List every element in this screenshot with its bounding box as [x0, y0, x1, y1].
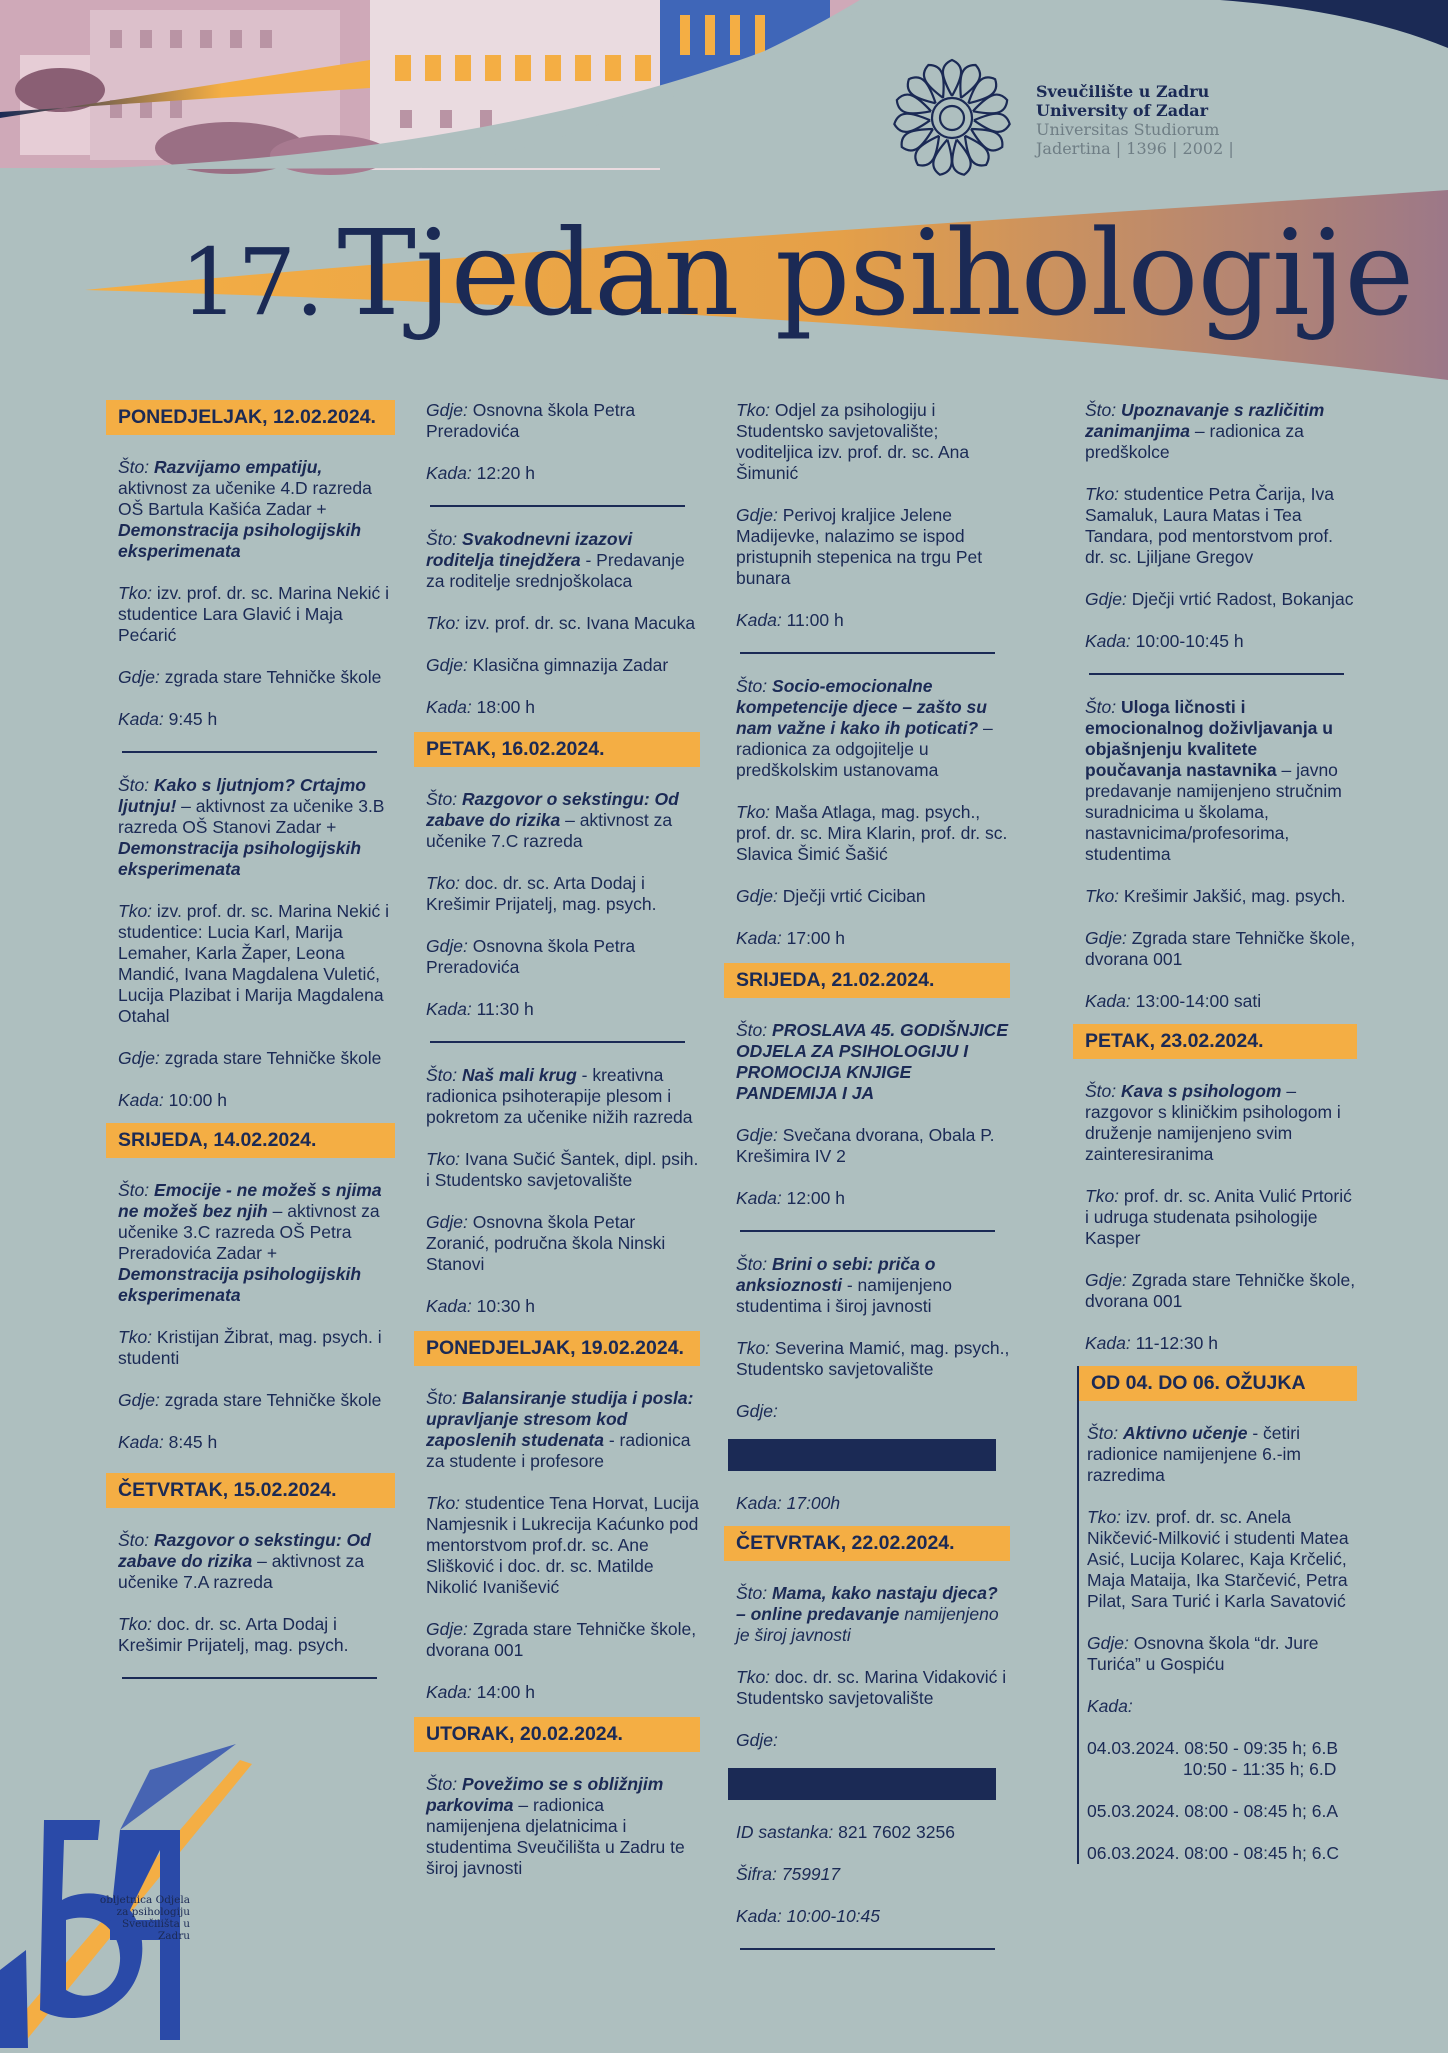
event — [418, 1388, 700, 1703]
event — [728, 400, 1010, 631]
label-sto: Što: — [118, 1530, 150, 1550]
event-when: 17:00 h — [786, 928, 845, 948]
event-when: 13:00-14:00 sati — [1135, 991, 1262, 1011]
event — [418, 400, 700, 484]
divider — [430, 505, 685, 507]
label-kada: Kada: — [118, 1432, 164, 1452]
session-time: 04.03.2024. 08:50 - 09:35 h; 6.B — [1087, 1738, 1339, 1758]
label-gdje: Gdje: — [736, 505, 778, 525]
label-tko: Tko: — [1085, 886, 1120, 906]
label-gdje: Gdje: — [118, 1048, 160, 1068]
label-sto: Što: — [736, 1020, 768, 1040]
label-sto: Što: — [1087, 1423, 1119, 1443]
meeting-id: 821 7602 3256 — [838, 1822, 955, 1842]
event — [418, 1065, 700, 1317]
label-kada: Kada: — [736, 1906, 782, 1926]
label-gdje: Gdje: — [426, 936, 468, 956]
label-sto: Što: — [118, 1180, 150, 1200]
label-sto: Što: — [426, 789, 458, 809]
university-name-la: Universitas Studiorum — [1036, 120, 1220, 139]
event-description: – radionica za predškolce — [1085, 421, 1304, 462]
event-title: Mama, kako nastaju djeca? – online predavanje — [736, 1583, 998, 1624]
label-tko: Tko: — [736, 1667, 771, 1687]
event-who: Maša Atlaga, mag. psych., prof. dr. sc. Mira Klarin, prof. dr. sc. Slavica Šimić Šašić — [736, 802, 1008, 864]
divider — [740, 1948, 995, 1950]
event-where: Osnovna škola Petra Preradovića — [426, 936, 636, 977]
page-title — [180, 204, 1414, 348]
label-tko: Tko: — [426, 1493, 461, 1513]
event-description: – razgovor s kliničkim psihologom i druženje namijenjeno svim zainteresiranima — [1085, 1081, 1341, 1164]
event-description: aktivnost za učenike 4.D razreda OŠ Bartula Kašića Zadar + — [118, 478, 372, 519]
event-title: Aktivno učenje — [1123, 1423, 1248, 1443]
event-where: Dječji vrtić Ciciban — [782, 886, 926, 906]
label-kada: Kada: — [736, 610, 782, 630]
day-header: SRIJEDA, 14.02.2024. — [106, 1123, 395, 1158]
label-sto: Što: — [118, 775, 150, 795]
event-where: Svečana dvorana, Obala P. Krešimira IV 2 — [736, 1125, 995, 1166]
event-description: namijenjeno je široj javnosti — [736, 1604, 999, 1645]
event-when: 10:00 h — [168, 1090, 227, 1110]
schedule-column-3 — [728, 400, 1010, 1972]
day-header: PETAK, 23.02.2024. — [1073, 1024, 1357, 1059]
event-when: 11:00 h — [786, 610, 844, 630]
label-gdje: Gdje: — [426, 400, 468, 420]
label-kada: Kada: — [118, 1090, 164, 1110]
label-tko: Tko: — [118, 583, 153, 603]
label-sto: Što: — [1085, 697, 1117, 717]
day-header: ČETVRTAK, 15.02.2024. — [106, 1473, 395, 1508]
divider — [740, 652, 995, 654]
event — [728, 676, 1010, 949]
label-tko: Tko: — [426, 1149, 461, 1169]
event — [110, 457, 395, 730]
event — [110, 1180, 395, 1453]
event-when: 9:45 h — [168, 709, 218, 729]
label-password: Šifra: — [736, 1864, 777, 1884]
event-who: studentice Petra Čarija, Iva Samaluk, Laura Matas i Tea Tandara, pod mentorstvom prof. dr. sc. Ljiljane Gregov — [1085, 484, 1335, 567]
event-when: 8:45 h — [168, 1432, 218, 1452]
badge-text — [98, 1894, 190, 1942]
label-kada: Kada: — [1085, 631, 1131, 651]
event-when: 10:00-10:45 h — [1135, 631, 1244, 651]
badge-line: za psihologiju — [116, 1906, 190, 1918]
event-description: - Predavanje za roditelje srednjoškolaca — [426, 550, 685, 591]
label-gdje: Gdje: — [426, 1212, 468, 1232]
label-kada: Kada: — [736, 1493, 782, 1513]
label-sto: Što: — [118, 457, 150, 477]
event — [110, 1530, 395, 1656]
event-when: 11-12:30 h — [1135, 1333, 1218, 1353]
day-header: PONEDJELJAK, 19.02.2024. — [414, 1331, 700, 1366]
label-sto: Što: — [426, 1774, 458, 1794]
label-tko: Tko: — [118, 1327, 153, 1347]
event-when: 12:00 h — [786, 1188, 845, 1208]
title-text: Tjedan psihologije — [337, 204, 1414, 342]
event-title: Razvijamo empatiju, — [154, 457, 323, 477]
event-where: zgrada stare Tehničke škole — [164, 1390, 382, 1410]
divider — [122, 1677, 377, 1679]
event — [728, 1583, 1010, 1927]
day-header: OD 04. DO 06. OŽUJKA — [1079, 1366, 1357, 1401]
event — [1077, 400, 1357, 652]
event-description: – radionica namijenjena djelatnicima i studentima Sveučilišta u Zadru te široj javnosti — [426, 1795, 685, 1878]
label-tko: Tko: — [118, 1614, 153, 1634]
label-meeting-id: ID sastanka: — [736, 1822, 834, 1842]
schedule-column-1 — [110, 400, 395, 1701]
event-where: Zgrada stare Tehničke škole, dvorana 001 — [426, 1619, 697, 1660]
label-gdje: Gdje: — [1085, 589, 1127, 609]
event-description: - radionica za studente i profesore — [426, 1430, 691, 1471]
event-when: 10:30 h — [476, 1296, 535, 1316]
event-when: 11:30 h — [476, 999, 534, 1019]
sun-logo-icon — [884, 58, 1020, 178]
event-description: – javno predavanje namijenjeno stručnim suradnicima u školama, nastavnicima/profesorima, studentima — [1085, 760, 1342, 864]
event-description: – radionica za odgojitelje u predškolskim ustanovama — [736, 718, 993, 780]
badge-line: Sveučilišta u Zadru — [121, 1918, 190, 1942]
event-title: PROSLAVA 45. GODIŠNJICE ODJELA ZA PSIHOLOGIJU I PROMOCIJA KNJIGE PANDEMIJA I JA — [736, 1020, 1008, 1103]
event-title: Naš mali krug — [462, 1065, 577, 1085]
event — [418, 1774, 700, 1879]
event-who: Severina Mamić, mag. psych., Studentsko savjetovalište — [736, 1338, 1010, 1379]
label-sto: Što: — [736, 1583, 768, 1603]
event-where: Osnovna škola Petra Preradovića — [426, 400, 636, 441]
label-sto: Što: — [1085, 400, 1117, 420]
label-sto: Što: — [426, 1388, 458, 1408]
event-when: 17:00h — [786, 1493, 841, 1513]
event-who: doc. dr. sc. Arta Dodaj i Krešimir Prijatelj, mag. psych. — [426, 873, 657, 914]
event-description: - kreativna radionica psihoterapije plesom i pokretom za učenike nižih razreda — [426, 1065, 693, 1127]
label-kada: Kada: — [736, 928, 782, 948]
event-who: Odjel za psihologiju i Studentsko savjetovalište; voditeljica izv. prof. dr. sc. Ana Šimunić — [736, 400, 970, 483]
event-where: Zgrada stare Tehničke škole, dvorana 001 — [1085, 1270, 1356, 1311]
label-gdje: Gdje: — [1085, 928, 1127, 948]
event-who: izv. prof. dr. sc. Marina Nekić i studentice Lara Glavić i Maja Pećarić — [118, 583, 390, 645]
label-gdje: Gdje: — [426, 655, 468, 675]
event-who: studentice Tena Horvat, Lucija Namjesnik i Lukrecija Kaćunko pod mentorstvom prof.dr. sc. Ane Slišković i doc. dr. sc. Matilde Nikolić Ivanišević — [426, 1493, 700, 1597]
label-tko: Tko: — [426, 873, 461, 893]
event-title: Balansiranje studija i posla: upravljanje stresom kod zaposlenih studenata — [426, 1388, 694, 1450]
label-tko: Tko: — [426, 613, 461, 633]
label-gdje: Gdje: — [118, 1390, 160, 1410]
label-kada: Kada: — [426, 999, 472, 1019]
label-tko: Tko: — [1085, 484, 1120, 504]
label-kada: Kada: — [1085, 1333, 1131, 1353]
university-logo — [884, 58, 1244, 178]
event-title: Socio-emocionalne kompetencije djece – zašto su nam važne i kako ih poticati? — [736, 676, 987, 738]
label-tko: Tko: — [736, 802, 771, 822]
label-gdje: Gdje: — [736, 1730, 778, 1750]
label-sto: Što: — [736, 1254, 768, 1274]
event-title: Razgovor o sekstingu: Od zabave do rizika — [426, 789, 679, 830]
day-header: PETAK, 16.02.2024. — [414, 732, 700, 767]
event-who: doc. dr. sc. Arta Dodaj i Krešimir Prijatelj, mag. psych. — [118, 1614, 349, 1655]
label-kada: Kada: — [736, 1188, 782, 1208]
label-gdje: Gdje: — [118, 667, 160, 687]
event-title: Brini o sebi: priča o anksioznosti — [736, 1254, 936, 1295]
schedule-column-4 — [1077, 400, 1357, 1984]
event-title: Razgovor o sekstingu: Od zabave do rizika — [118, 1530, 371, 1571]
label-tko: Tko: — [736, 400, 771, 420]
event-description: – aktivnost za učenike 3.C razreda OŠ Petra Preradovića Zadar + — [118, 1201, 380, 1263]
label-gdje: Gdje: — [736, 1401, 778, 1421]
event-who: izv. prof. dr. sc. Ivana Macuka — [464, 613, 696, 633]
label-kada: Kada: — [426, 1296, 472, 1316]
redacted-bar — [728, 1439, 996, 1471]
day-header: PONEDJELJAK, 12.02.2024. — [106, 400, 395, 435]
event-when: 18:00 h — [476, 697, 535, 717]
event-when: 14:00 h — [476, 1682, 535, 1702]
event-who: Ivana Sučić Šantek, dipl. psih. i Studentsko savjetovalište — [426, 1149, 699, 1190]
label-kada: Kada: — [426, 697, 472, 717]
title-number: 17. — [180, 229, 324, 336]
event — [418, 529, 700, 718]
label-gdje: Gdje: — [736, 1125, 778, 1145]
event-description: – aktivnost za učenike 3.B razreda OŠ Stanovi Zadar + — [118, 796, 385, 837]
event-title: Emocije - ne možeš s njima ne možeš bez njih — [118, 1180, 382, 1221]
label-kada: Kada: — [1087, 1696, 1133, 1716]
event — [1077, 697, 1357, 1012]
badge-line: obljetnica Odjela — [99, 1894, 190, 1906]
event — [1077, 1081, 1357, 1354]
event-where: zgrada stare Tehničke škole — [164, 1048, 382, 1068]
redacted-bar — [728, 1768, 996, 1800]
label-sto: Što: — [426, 529, 458, 549]
event-title: Upoznavanje s različitim zanimanjima — [1085, 400, 1325, 441]
label-gdje: Gdje: — [736, 886, 778, 906]
event-title: Kako s ljutnjom? Crtajmo ljutnju! — [118, 775, 366, 816]
event-who: izv. prof. dr. sc. Marina Nekić i studentice: Lucia Karl, Marija Lemaher, Karla Žaper, Leona Mandić, Ivana Magdalena Vuletić, Lucija Plazibat i Marija Magdalena Otahal — [118, 901, 390, 1026]
schedule-column-2 — [418, 400, 700, 1900]
event-title-extra: Demonstracija psihologijskih eksperimenata — [118, 1264, 362, 1305]
event-when: 12:20 h — [476, 463, 535, 483]
university-years: Jadertina | 1396 | 2002 | — [1036, 139, 1234, 158]
university-name-hr: Sveučilište u Zadru — [1036, 82, 1210, 101]
label-gdje: Gdje: — [426, 1619, 468, 1639]
meeting-password: 759917 — [781, 1864, 841, 1884]
label-kada: Kada: — [426, 463, 472, 483]
label-kada: Kada: — [118, 709, 164, 729]
day-header: ČETVRTAK, 22.02.2024. — [724, 1526, 1010, 1561]
event-who: Kristijan Žibrat, mag. psych. i studenti — [118, 1327, 382, 1368]
label-tko: Tko: — [1087, 1507, 1122, 1527]
divider — [122, 751, 377, 753]
event-title: Svakodnevni izazovi roditelja tinejdžera — [426, 529, 633, 570]
event-who: Krešimir Jakšić, mag. psych. — [1123, 886, 1346, 906]
event-description: – aktivnost za učenike 7.C razreda — [426, 810, 673, 851]
event-description: – aktivnost za učenike 7.A razreda — [118, 1551, 365, 1592]
label-sto: Što: — [1085, 1081, 1117, 1101]
divider — [430, 1041, 685, 1043]
day-header: SRIJEDA, 21.02.2024. — [724, 963, 1010, 998]
label-sto: Što: — [736, 676, 768, 696]
event-title-extra: Demonstracija psihologijskih eksperimenata — [118, 838, 362, 879]
event-description: - četiri radionice namijenjene 6.-im razredima — [1087, 1423, 1301, 1485]
event — [110, 775, 395, 1111]
event — [418, 789, 700, 1020]
event — [728, 1020, 1010, 1209]
divider — [740, 1230, 995, 1232]
event-when: 10:00-10:45 — [786, 1906, 881, 1926]
session-time: 05.03.2024. 08:00 - 08:45 h; 6.A — [1087, 1801, 1339, 1821]
march-section — [1077, 1366, 1357, 1864]
event — [1079, 1423, 1357, 1864]
day-header: UTORAK, 20.02.2024. — [414, 1717, 700, 1752]
session-time: 06.03.2024. 08:00 - 08:45 h; 6.C — [1087, 1843, 1339, 1863]
event-where: Zgrada stare Tehničke škole, dvorana 001 — [1085, 928, 1356, 969]
university-name-en: University of Zadar — [1036, 101, 1209, 120]
event-who: izv. prof. dr. sc. Anela Nikčević-Milković i studenti Matea Asić, Lucija Kolarec, Kaja Krčelić, Maja Mataija, Ika Starčević, Petra Pilat, Sara Turić i Karla Savatović — [1087, 1507, 1349, 1611]
event-where: Perivoj kraljice Jelene Madijevke, nalazimo se ispod pristupnih stepenica na trgu Pet bunara — [736, 505, 983, 588]
event-where: Osnovna škola “dr. Jure Turića” u Gospiću — [1087, 1633, 1319, 1674]
label-sto: Što: — [426, 1065, 458, 1085]
session-time: 10:50 - 11:35 h; 6.D — [1183, 1759, 1337, 1779]
event — [728, 1254, 1010, 1514]
label-tko: Tko: — [118, 901, 153, 921]
event-description: - namijenjeno studentima i široj javnosti — [736, 1275, 952, 1316]
event-title: Kava s psihologom — [1121, 1081, 1282, 1101]
label-gdje: Gdje: — [1087, 1633, 1129, 1653]
anniversary-badge — [0, 1740, 260, 2048]
event-who: doc. dr. sc. Marina Vidaković i Studentsko savjetovalište — [736, 1667, 1007, 1708]
label-kada: Kada: — [1085, 991, 1131, 1011]
event-where: zgrada stare Tehničke škole — [164, 667, 382, 687]
event-where: Dječji vrtić Radost, Bokanjac — [1131, 589, 1354, 609]
event-title: Povežimo se s obližnjim parkovima — [426, 1774, 664, 1815]
event-title-extra: Demonstracija psihologijskih eksperimenata — [118, 520, 362, 561]
event-where: Klasična gimnazija Zadar — [472, 655, 669, 675]
label-gdje: Gdje: — [1085, 1270, 1127, 1290]
event-title: Uloga ličnosti i emocionalnog doživljavanja u objašnjenju kvalitete poučavanja nastavnika — [1085, 697, 1333, 780]
label-tko: Tko: — [736, 1338, 771, 1358]
event-who: prof. dr. sc. Anita Vulić Prtorić i udruga studenata psihologije Kasper — [1085, 1186, 1352, 1248]
label-kada: Kada: — [426, 1682, 472, 1702]
university-name — [1036, 82, 1234, 158]
divider — [1089, 673, 1344, 675]
event-where: Osnovna škola Petar Zoranić, područna škola Ninski Stanovi — [426, 1212, 666, 1274]
label-tko: Tko: — [1085, 1186, 1120, 1206]
